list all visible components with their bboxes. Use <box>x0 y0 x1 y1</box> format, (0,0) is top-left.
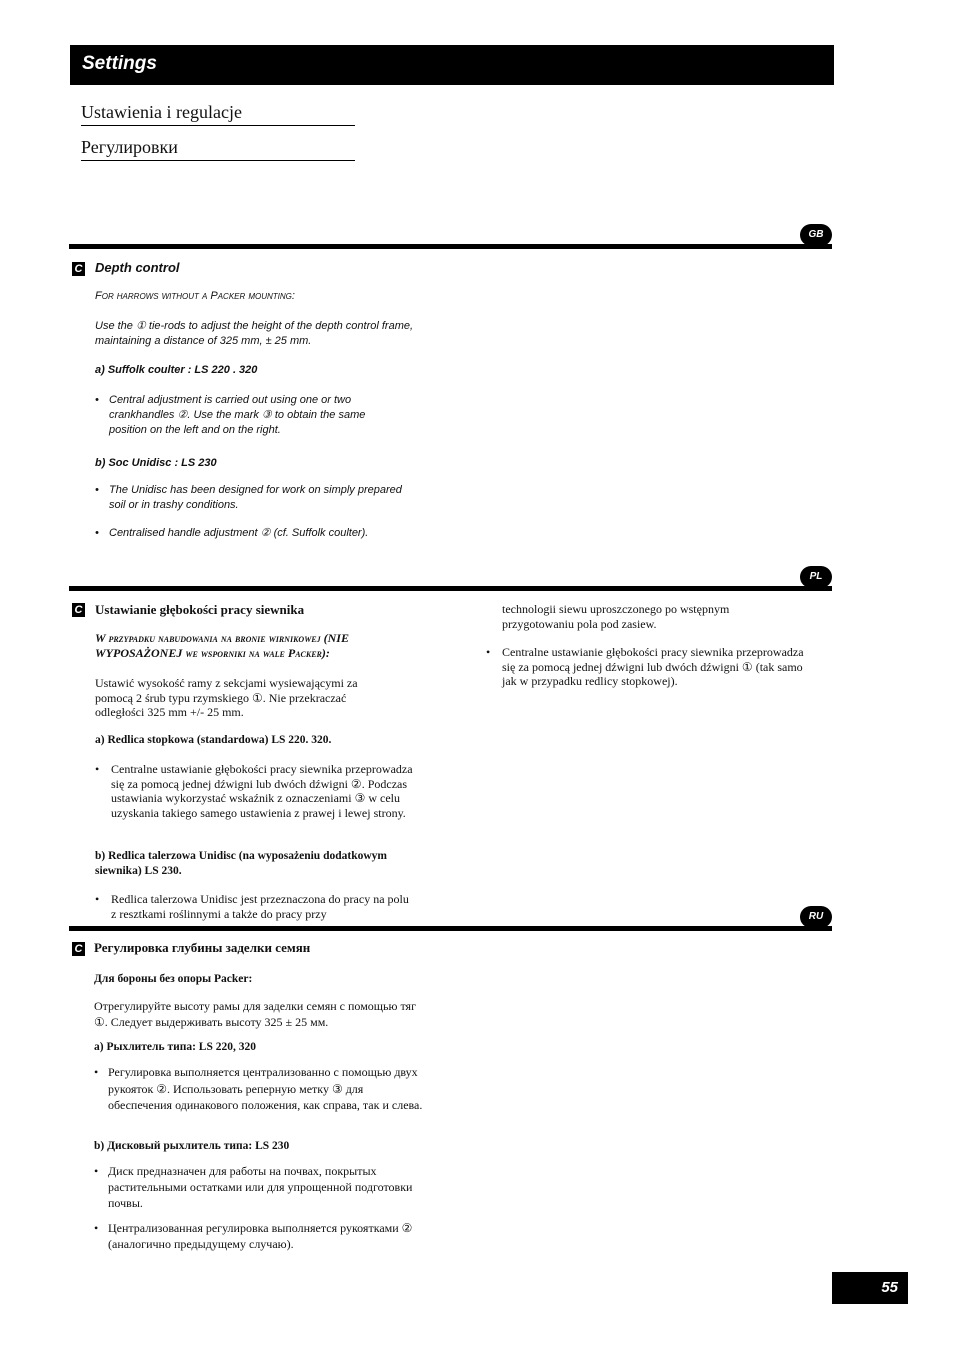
pl-bullet-b2-text: Centralne ustawianie głębokości pracy siewnika przeprowadza się za pomocą jednej dźwigni lub dwóch dźwigni ① (tak samo jak w przypadku redlicy stopkowej). <box>502 645 804 688</box>
gb-language-badge: GB <box>800 224 832 246</box>
gb-bullet-b2-text: Centralised handle adjustment ② (cf. Suffolk coulter). <box>109 527 369 539</box>
bullet-marker: • <box>95 762 100 776</box>
pl-mounting-heading: W przypadku nabudowania na bronie wirnikowej (NIE WYPOSAŻONEJ we wsporniki na wale Packer): <box>95 631 349 660</box>
ru-c-marker: C <box>72 942 85 956</box>
ru-subheading-a: a) Рыхлитель типа: LS 220, 320 <box>94 1041 256 1053</box>
bullet-marker: • <box>94 1164 99 1178</box>
bullet-marker: • <box>95 892 100 906</box>
ru-bullet-a1-text: Регулировка выполняется централизованно с помощью двух рукояток ②. Использовать реперную метку ③ для обеспечения одинакового положения, как справа, так и слева. <box>108 1065 423 1112</box>
ru-bullet-b1 <box>94 1163 424 1211</box>
ru-bullet-b1-text: Диск предназначен для работы на почвах, покрытых растительными остатками или для упрощенной подготовки почвы. <box>108 1164 413 1210</box>
gb-mounting-heading: For harrows without a Packer mounting: <box>95 290 295 302</box>
ru-bullet-a1 <box>94 1064 424 1114</box>
pl-c-marker: C <box>72 603 85 617</box>
ru-bullet-b2-text: Централизованная регулировка выполняется рукоятками ② (аналогично предыдущему случаю). <box>108 1221 413 1251</box>
subtitle-polish: Ustawienia i regulacje <box>81 102 355 126</box>
pl-col2-continuation: technologii siewu uproszczonego po wstępnym przygotowaniu pola pod zasiew. <box>502 602 730 631</box>
gb-bullet-b1 <box>95 483 405 513</box>
gb-section-rule <box>69 244 832 249</box>
pl-bullet-a1-text: Centralne ustawianie głębokości pracy siewnika przeprowadza się za pomocą jednej dźwigni lub dwóch dźwigni ②. Podczas ustawiania wykorzystać wskaźnik z oznaczeniami ③ w celu uzyskania takiego samego ustawienia z prawej i lewej strony. <box>111 762 413 820</box>
pl-bullet-b1 <box>95 892 415 921</box>
gb-subheading-a: a) Suffolk coulter : LS 220 . 320 <box>95 364 258 376</box>
ru-subheading-b: b) Дисковый рыхлитель типа: LS 230 <box>94 1140 290 1152</box>
gb-c-marker: C <box>72 262 85 276</box>
header-bar <box>70 45 834 85</box>
bullet-marker: • <box>94 1065 99 1079</box>
pl-bullet-b2 <box>486 645 816 689</box>
ru-intro-text: Отрегулируйте высоту рамы для заделки семян с помощью тяг ①. Следует выдерживать высоту 325 ± 25 мм. <box>94 999 416 1029</box>
ru-section-title: Регулировка глубины заделки семян <box>94 940 311 955</box>
pl-language-badge: PL <box>800 566 832 588</box>
gb-intro-text: Use the ① tie-rods to adjust the height of the depth control frame, maintaining a distance of 325 mm, ± 25 mm. <box>95 320 414 347</box>
gb-bullet-b1-text: The Unidisc has been designed for work on simply prepared soil or in trashy conditions. <box>109 484 402 511</box>
gb-subheading-b: b) Soc Unidisc : LS 230 <box>95 457 217 469</box>
ru-language-badge: RU <box>800 906 832 928</box>
ru-section-rule <box>69 926 832 931</box>
bullet-marker: • <box>95 394 99 406</box>
gb-bullet-b2 <box>95 526 425 541</box>
gb-bullet-a1 <box>95 393 405 438</box>
page-number: 55 <box>832 1272 908 1304</box>
bullet-marker: • <box>94 1221 99 1235</box>
ru-mounting-heading: Для бороны без опоры Packer: <box>94 973 253 985</box>
pl-section-rule <box>69 586 832 591</box>
bullet-marker: • <box>486 645 491 659</box>
pl-section-title: Ustawianie głębokości pracy siewnika <box>95 602 305 617</box>
subtitle-russian: Регулировки <box>81 137 355 161</box>
gb-section-title: Depth control <box>95 260 180 275</box>
gb-bullet-a1-text: Central adjustment is carried out using one or two crankhandles ②. Use the mark ③ to obtain the same position on the left and on the right. <box>109 394 366 436</box>
bullet-marker: • <box>95 484 99 496</box>
pl-bullet-b1-text: Redlica talerzowa Unidisc jest przeznaczona do pracy na polu z resztkami roślinnymi a także do pracy przy <box>111 892 409 921</box>
pl-bullet-a1 <box>95 762 415 820</box>
pl-subheading-a: a) Redlica stopkowa (standardowa) LS 220. 320. <box>95 734 332 746</box>
ru-bullet-b2 <box>94 1220 424 1252</box>
bullet-marker: • <box>95 527 99 539</box>
pl-intro-text: Ustawić wysokość ramy z sekcjami wysiewającymi za pomocą 2 śrub typu rzymskiego ①. Nie przekraczać odległości 325 mm +/- 25 mm. <box>95 676 358 719</box>
header-title: Settings <box>82 53 157 74</box>
pl-subheading-b: b) Redlica talerzowa Unidisc (na wyposażeniu dodatkowym siewnika) LS 230. <box>95 850 387 877</box>
